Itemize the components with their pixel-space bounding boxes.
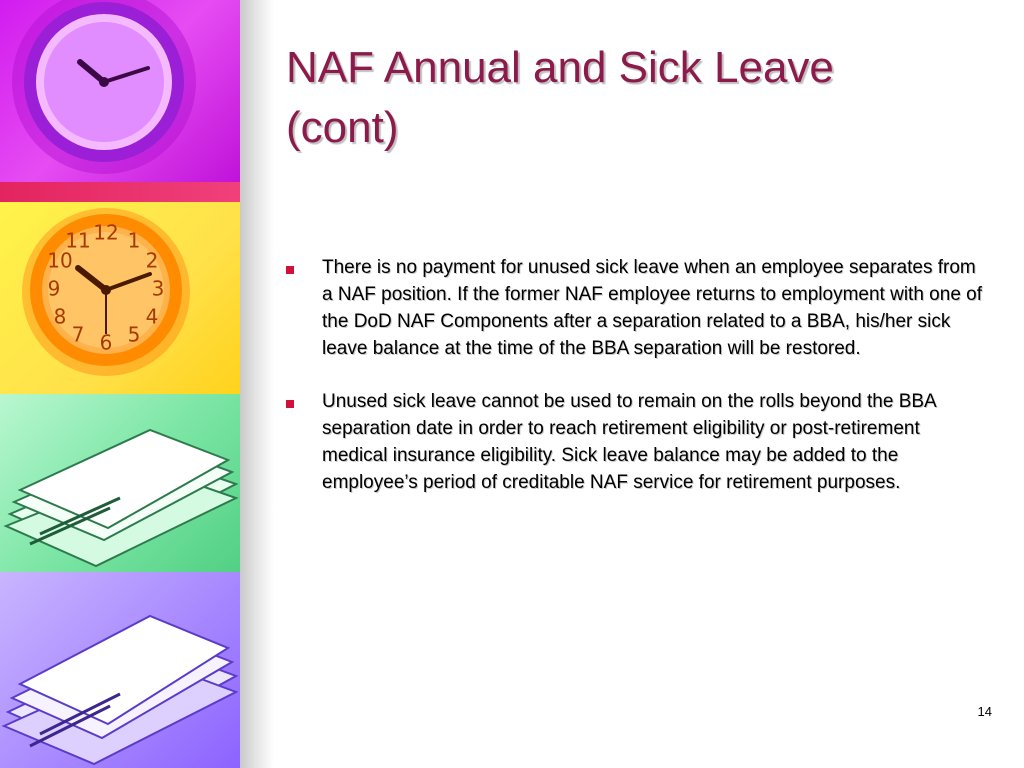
title-line-1: NAF Annual and Sick Leave: [286, 43, 834, 92]
bullet-item: [286, 388, 986, 496]
clock-number-8: 8: [53, 304, 67, 329]
clock-number-5: 5: [127, 322, 141, 347]
clock-number-1: 1: [127, 228, 141, 253]
clock-number-9: 9: [47, 276, 61, 301]
bullet-list: [286, 254, 986, 522]
purple-clock-image: [0, 0, 240, 182]
pink-band: [0, 182, 240, 202]
orange-clock-icon: [0, 202, 240, 394]
bullet-text: Unused sick leave cannot be used to remain on the rolls beyond the BBA separation date in order to reach retirement eligibility or post-retirement medical insurance eligibility. Sick leave balance may be added to the employee’s period of creditable NAF service for retirement purposes.: [322, 391, 936, 493]
page-number: 14: [977, 704, 992, 719]
clock-number-11: 11: [65, 228, 91, 253]
clock-number-3: 3: [151, 276, 165, 301]
square-bullet-icon: [286, 266, 294, 274]
yellow-clock-image: [0, 202, 240, 394]
clock-number-7: 7: [71, 322, 85, 347]
paper-stack-icon: [0, 394, 240, 572]
green-papers-image: [0, 394, 240, 572]
violet-papers-image: [0, 572, 240, 768]
paper-stack-icon: [0, 572, 240, 768]
decorative-image-strip: [0, 0, 240, 768]
strip-shadow: [240, 0, 274, 768]
bullet-text: There is no payment for unused sick leave when an employee separates from a NAF position. If the former NAF employee returns to employment with one of the DoD NAF Components after a separation related to a BBA, his/her sick leave balance at the time of the BBA separation will be restored.: [322, 257, 983, 359]
clock-number-6: 6: [99, 330, 113, 355]
title-line-2: (cont): [286, 103, 399, 152]
bullet-item: [286, 254, 986, 362]
slide-title: [286, 38, 986, 158]
clock-number-12: 12: [93, 220, 119, 245]
square-bullet-icon: [286, 400, 294, 408]
clock-number-2: 2: [145, 248, 159, 273]
purple-clock-icon: [0, 0, 240, 182]
clock-number-4: 4: [145, 304, 159, 329]
clock-number-10: 10: [47, 248, 73, 273]
